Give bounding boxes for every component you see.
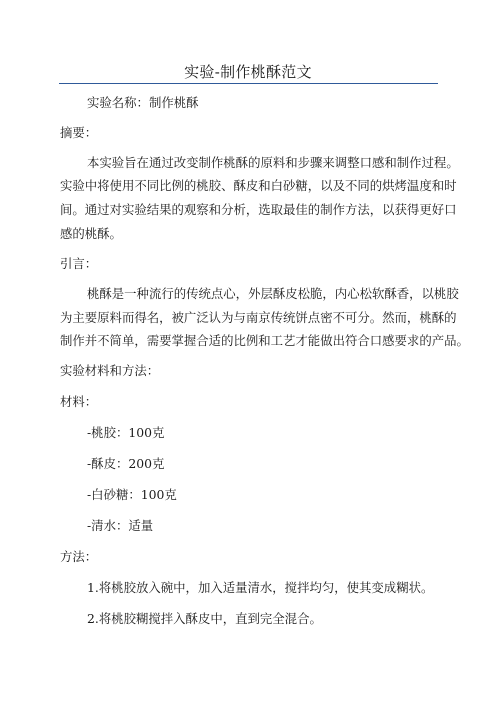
materials-heading: 材料： bbox=[60, 394, 98, 409]
material-item: -酥皮：200克 bbox=[87, 456, 165, 471]
abstract-heading: 摘要： bbox=[60, 125, 98, 140]
method-step: 2.将桃胶糊搅拌入酥皮中，直到完全混合。 bbox=[87, 611, 322, 626]
intro-heading: 引言： bbox=[60, 256, 98, 271]
materials-methods-heading: 实验材料和方法： bbox=[60, 363, 160, 378]
material-item: -清水：适量 bbox=[87, 518, 154, 533]
method-step: 1.将桃胶放入碗中，加入适量清水，搅拌均匀，使其变成糊状。 bbox=[87, 580, 434, 595]
abstract-line: 实验中将使用不同比例的桃胶、酥皮和白砂糖，以及不同的烘烤温度和时 bbox=[60, 178, 457, 193]
abstract-line: 感的桃酥。 bbox=[60, 226, 122, 241]
methods-heading: 方法： bbox=[60, 549, 98, 564]
abstract-line: 间。通过对实验结果的观察和分析，选取最佳的制作方法，以获得更好口 bbox=[60, 202, 457, 217]
title-underline bbox=[59, 83, 438, 84]
document-title: 实验-制作桃酥范文 bbox=[184, 63, 312, 81]
intro-line: 制作并不简单，需要掌握合适的比例和工艺才能做出符合口感要求的产品。 bbox=[60, 333, 469, 348]
experiment-name: 实验名称：制作桃酥 bbox=[87, 95, 199, 110]
intro-line: 为主要原料而得名，被广泛认为与南京传统饼点密不可分。然而，桃酥的 bbox=[60, 310, 457, 325]
material-item: -桃胶：100克 bbox=[87, 425, 165, 440]
material-item: -白砂糖：100克 bbox=[87, 487, 177, 502]
intro-line: 桃酥是一种流行的传统点心，外层酥皮松脆，内心松软酥香，以桃胶 bbox=[87, 286, 459, 301]
abstract-line: 本实验旨在通过改变制作桃酥的原料和步骤来调整口感和制作过程。 bbox=[87, 155, 459, 170]
